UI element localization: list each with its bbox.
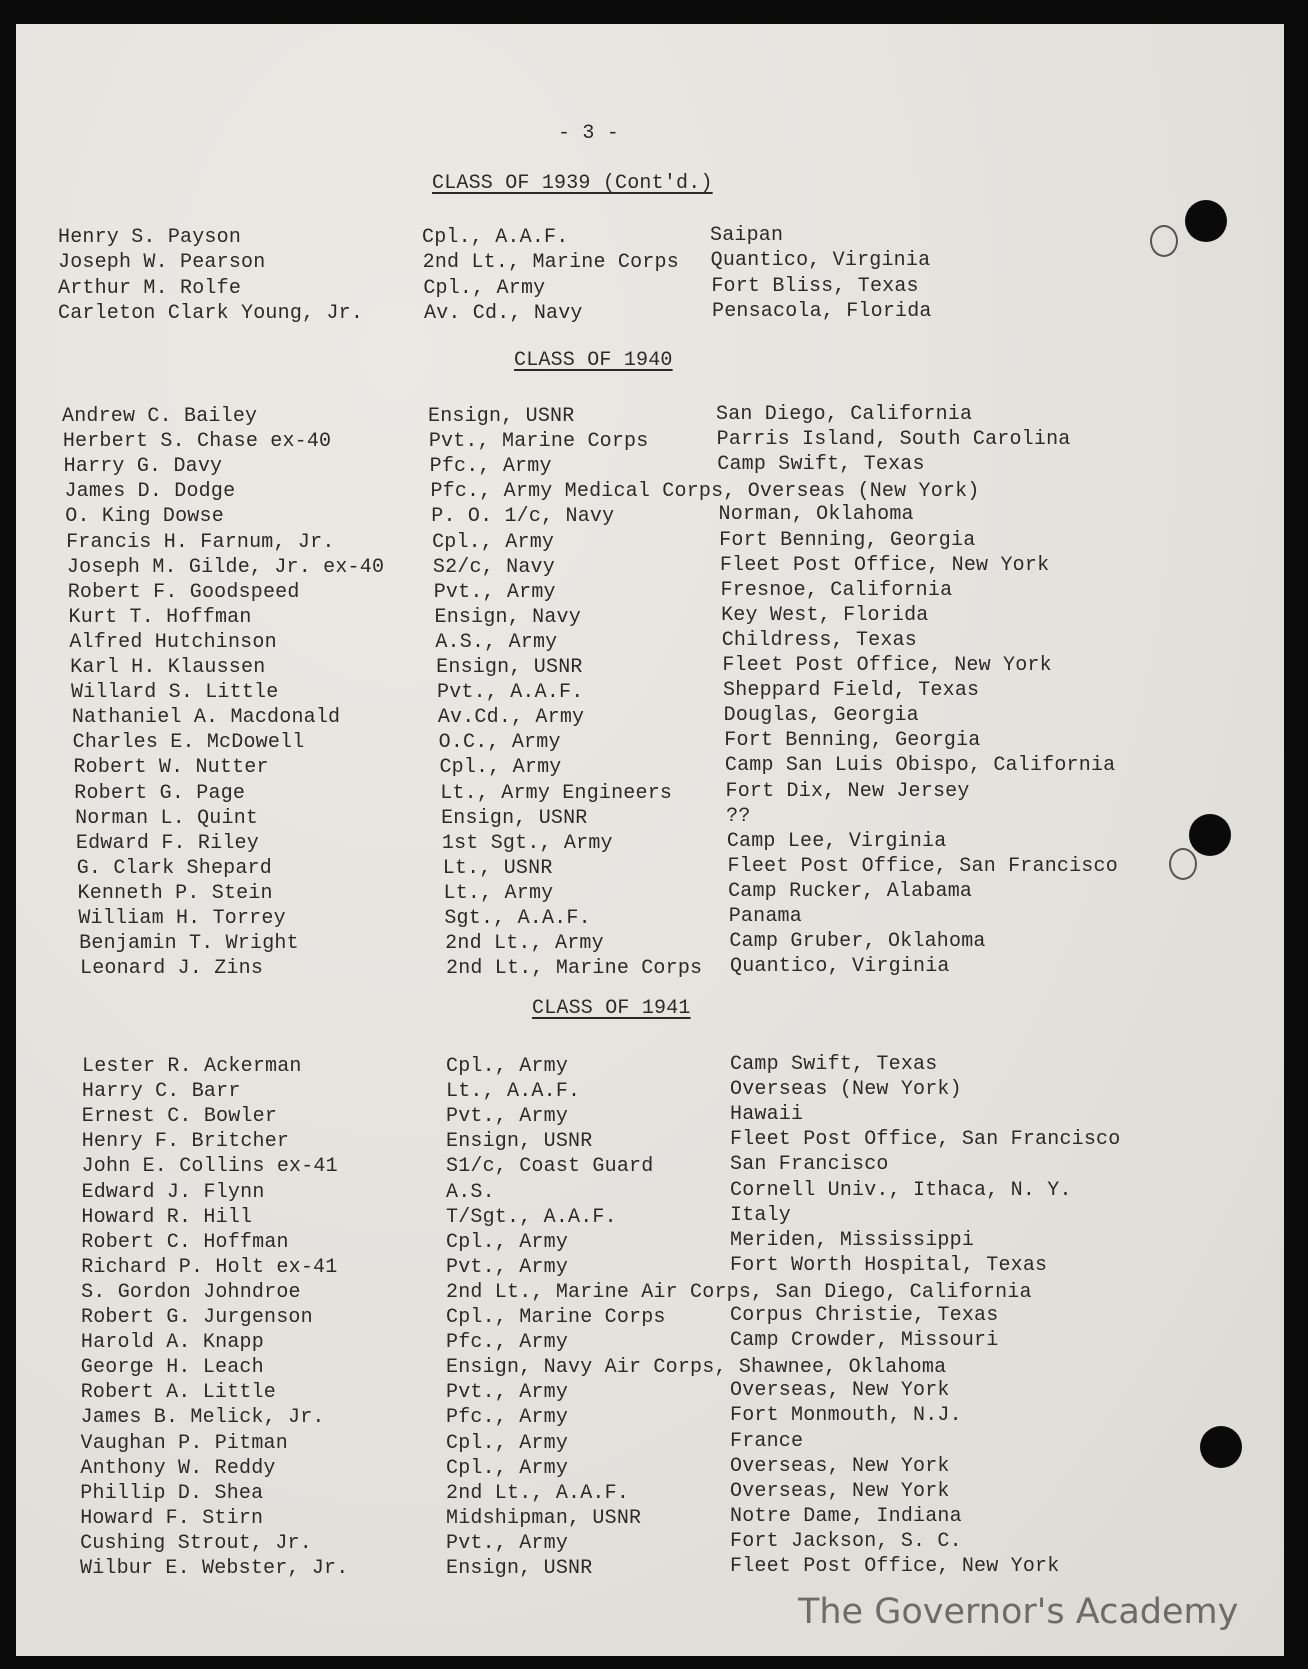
roster-name: Phillip D. Shea <box>80 1481 264 1505</box>
punch-hole-icon <box>1189 814 1231 856</box>
roster-rank: Lt., A.A.F. <box>446 1080 581 1104</box>
roster-rank: Cpl., Army <box>446 1055 569 1078</box>
roster-name: Harry G. Davy <box>63 455 223 479</box>
roster-rank: Av. Cd., Navy <box>424 301 583 325</box>
roster-rank: Pfc., Army <box>446 1331 569 1355</box>
roster-rank: O.C., Army <box>438 731 561 755</box>
roster-name: Henry S. Payson <box>58 226 242 249</box>
roster-name: Ernest C. Bowler <box>81 1105 278 1129</box>
roster-location: Fort Worth Hospital, Texas <box>730 1253 1048 1277</box>
roster-rank: A.S. <box>446 1180 495 1204</box>
roster-location: Fleet Post Office, New York <box>719 553 1050 577</box>
roster-rank: Midshipman, USNR <box>446 1506 642 1530</box>
roster-location: Fleet Post Office, New York <box>722 654 1052 677</box>
roster-location: Parris Island, South Carolina <box>716 428 1071 452</box>
roster-location: Fort Benning, Georgia <box>719 528 976 552</box>
roster-rank: P. O. 1/c, Navy <box>431 505 615 529</box>
roster-location: Fort Benning, Georgia <box>724 729 981 753</box>
roster-rank: Pvt., Marine Corps <box>428 430 649 454</box>
roster-rank: Cpl., Army <box>432 530 555 554</box>
roster-name: Kenneth P. Stein <box>77 881 273 905</box>
roster-location: Sheppard Field, Texas <box>723 679 980 703</box>
roster-rank: 2nd Lt., Army <box>445 932 604 956</box>
roster-name: Edward F. Riley <box>75 831 259 855</box>
roster-location: Norman, Oklahoma <box>718 503 914 527</box>
roster-name: James B. Melick, Jr. <box>80 1406 325 1430</box>
roster-location: Fresnoe, California <box>720 578 953 602</box>
roster-rank: Ensign, Navy <box>434 605 581 629</box>
roster-name: Carleton Clark Young, Jr. <box>58 301 364 325</box>
roster-rank: 1st Sgt., Army <box>441 831 613 855</box>
roster-location: Saipan <box>710 224 784 247</box>
roster-rank: Pvt., Army <box>433 580 556 604</box>
roster-rank: A.S., Army <box>435 630 558 654</box>
roster-rank: Cpl., Army <box>446 1456 569 1480</box>
roster-location: ?? <box>726 804 751 828</box>
roster-location: Overseas, New York <box>730 1454 950 1478</box>
page-number: - 3 - <box>558 122 620 145</box>
roster-rank: Cpl., Army <box>439 756 562 780</box>
roster-name: Howard R. Hill <box>81 1205 253 1229</box>
roster-name: Robert G. Jurgenson <box>81 1306 313 1329</box>
roster-location: Childress, Texas <box>721 628 917 652</box>
roster-name: Cushing Strout, Jr. <box>80 1531 312 1555</box>
roster-location: Panama <box>728 905 802 928</box>
roster-rank: Ensign, Navy Air Corps, Shawnee, Oklahoma <box>446 1356 947 1380</box>
roster-rank: Cpl., A.A.F. <box>422 226 569 249</box>
roster-rank: Pvt., A.A.F. <box>437 681 584 705</box>
roster-name: Karl H. Klaussen <box>70 656 266 679</box>
roster-location: Fort Jackson, S. C. <box>730 1529 962 1553</box>
roster-rank: Cpl., Marine Corps <box>446 1306 666 1329</box>
roster-location: Quantico, Virginia <box>710 249 931 273</box>
roster-name: Francis H. Farnum, Jr. <box>66 530 335 554</box>
roster-name: Howard F. Stirn <box>80 1506 264 1530</box>
roster-location: Overseas, New York <box>730 1479 950 1503</box>
class-heading: CLASS OF 1941 <box>532 997 691 1020</box>
roster-location: Notre Dame, Indiana <box>730 1504 962 1528</box>
roster-name: Richard P. Holt ex-41 <box>81 1255 338 1279</box>
roster-rank: Pfc., Army <box>429 455 552 479</box>
roster-name: James D. Dodge <box>64 480 236 504</box>
roster-rank: Av.Cd., Army <box>437 706 585 730</box>
roster-rank: Pfc., Army Medical Corps, Overseas (New York) <box>430 480 980 504</box>
class-heading: CLASS OF 1940 <box>514 349 673 372</box>
roster-location: Fleet Post Office, New York <box>730 1555 1060 1578</box>
roster-name: Kurt T. Hoffman <box>68 605 252 629</box>
roster-location: Quantico, Virginia <box>730 955 950 979</box>
roster-rank: 2nd Lt., A.A.F. <box>446 1481 630 1505</box>
roster-rank: T/Sgt., A.A.F. <box>446 1205 617 1229</box>
roster-name: Alfred Hutchinson <box>69 630 277 654</box>
roster-rank: Lt., USNR <box>442 856 553 880</box>
roster-name: Harry C. Barr <box>81 1080 241 1104</box>
roster-location: Camp Swift, Texas <box>730 1053 938 1076</box>
punch-ring-icon <box>1169 848 1197 880</box>
roster-rank: Pfc., Army <box>446 1406 569 1430</box>
roster-name: Charles E. McDowell <box>72 731 305 755</box>
roster-name: S. Gordon Johndroe <box>81 1280 301 1304</box>
roster-name: Arthur M. Rolfe <box>58 276 242 300</box>
roster-location: Camp Gruber, Oklahoma <box>729 930 986 954</box>
roster-rank: Cpl., Army <box>446 1431 569 1455</box>
punch-hole-icon <box>1200 1426 1242 1468</box>
roster-name: Willard S. Little <box>71 681 279 705</box>
roster-location: Fort Dix, New Jersey <box>725 779 970 803</box>
roster-location: Douglas, Georgia <box>723 704 919 728</box>
roster-rank: Ensign, USNR <box>441 806 588 830</box>
roster-location: Key West, Florida <box>721 603 929 627</box>
roster-name: Wilbur E. Webster, Jr. <box>80 1557 349 1580</box>
roster-location: Camp Crowder, Missouri <box>730 1329 999 1353</box>
roster-name: Robert A. Little <box>80 1381 276 1405</box>
roster-location: France <box>730 1429 804 1453</box>
roster-location: Fort Monmouth, N.J. <box>730 1404 962 1428</box>
roster-location: Corpus Christie, Texas <box>730 1304 999 1327</box>
roster-rank: Ensign, USNR <box>436 656 583 679</box>
roster-name: Joseph W. Pearson <box>58 251 266 275</box>
roster-rank: S2/c, Navy <box>432 555 555 579</box>
roster-location: Camp Rucker, Alabama <box>728 879 973 903</box>
roster-name: Lester R. Ackerman <box>82 1055 302 1078</box>
roster-location: Fleet Post Office, San Francisco <box>727 854 1118 878</box>
roster-rank: Pvt., Army <box>446 1531 569 1555</box>
roster-name: Robert C. Hoffman <box>81 1230 289 1254</box>
roster-name: Benjamin T. Wright <box>79 932 299 956</box>
roster-name: Edward J. Flynn <box>81 1180 265 1204</box>
roster-name: Henry F. Britcher <box>81 1130 290 1154</box>
roster-name: Norman L. Quint <box>75 806 259 830</box>
roster-name: William H. Torrey <box>78 907 286 930</box>
roster-name: Herbert S. Chase ex-40 <box>62 430 332 454</box>
roster-location: San Diego, California <box>716 403 973 426</box>
roster-location: Fort Bliss, Texas <box>711 274 919 298</box>
roster-rank: Pvt., Army <box>446 1255 569 1279</box>
roster-rank: S1/c, Coast Guard <box>446 1155 654 1179</box>
roster-rank: Sgt., A.A.F. <box>444 907 591 930</box>
roster-rank: 2nd Lt., Marine Corps <box>446 957 703 981</box>
roster-location: Fleet Post Office, San Francisco <box>730 1128 1121 1152</box>
roster-rank: Ensign, USNR <box>446 1557 593 1580</box>
roster-rank: 2nd Lt., Marine Corps <box>422 251 679 275</box>
roster-name: O. King Dowse <box>65 505 224 529</box>
watermark: The Governor's Academy <box>798 1592 1239 1632</box>
roster-location: Hawaii <box>730 1103 804 1127</box>
roster-rank: Pvt., Army <box>446 1105 569 1129</box>
roster-rank: Cpl., Army <box>423 276 546 300</box>
roster-location: Overseas, New York <box>730 1379 950 1403</box>
roster-name: Vaughan P. Pitman <box>80 1431 288 1455</box>
roster-rank: Ensign, USNR <box>446 1130 593 1154</box>
roster-location: Pensacola, Florida <box>712 299 932 323</box>
roster-name: Robert G. Page <box>74 781 246 805</box>
roster-location: Camp Lee, Virginia <box>726 829 947 853</box>
roster-name: Robert F. Goodspeed <box>67 580 300 604</box>
roster-name: Joseph M. Gilde, Jr. ex-40 <box>66 555 385 579</box>
roster-location: Camp San Luis Obispo, California <box>724 754 1116 778</box>
roster-rank: Pvt., Army <box>446 1381 569 1405</box>
roster-rank: 2nd Lt., Marine Air Corps, San Diego, California <box>446 1280 1032 1304</box>
roster-location: Cornell Univ., Ithaca, N. Y. <box>730 1178 1072 1202</box>
roster-name: G. Clark Shepard <box>76 856 272 880</box>
roster-name: George H. Leach <box>80 1356 264 1380</box>
punch-hole-icon <box>1185 200 1227 242</box>
roster-name: Robert W. Nutter <box>73 756 269 780</box>
roster-rank: Cpl., Army <box>446 1230 569 1254</box>
roster-rank: Lt., Army <box>443 881 554 905</box>
punch-ring-icon <box>1150 225 1178 257</box>
roster-name: John E. Collins ex-41 <box>81 1155 338 1179</box>
roster-rank: Ensign, USNR <box>428 405 575 428</box>
roster-name: Andrew C. Bailey <box>62 405 258 428</box>
class-heading: CLASS OF 1939 (Cont'd.) <box>432 172 713 195</box>
roster-location: San Francisco <box>730 1153 889 1177</box>
roster-location: Camp Swift, Texas <box>717 453 925 477</box>
roster-location: Meriden, Mississippi <box>730 1228 975 1252</box>
roster-rank: Lt., Army Engineers <box>440 781 673 805</box>
roster-location: Italy <box>730 1203 792 1227</box>
roster-name: Leonard J. Zins <box>80 957 264 981</box>
roster-location: Overseas (New York) <box>730 1078 962 1102</box>
roster-name: Nathaniel A. Macdonald <box>71 706 341 730</box>
roster-name: Harold A. Knapp <box>80 1331 264 1355</box>
roster-name: Anthony W. Reddy <box>80 1456 276 1480</box>
